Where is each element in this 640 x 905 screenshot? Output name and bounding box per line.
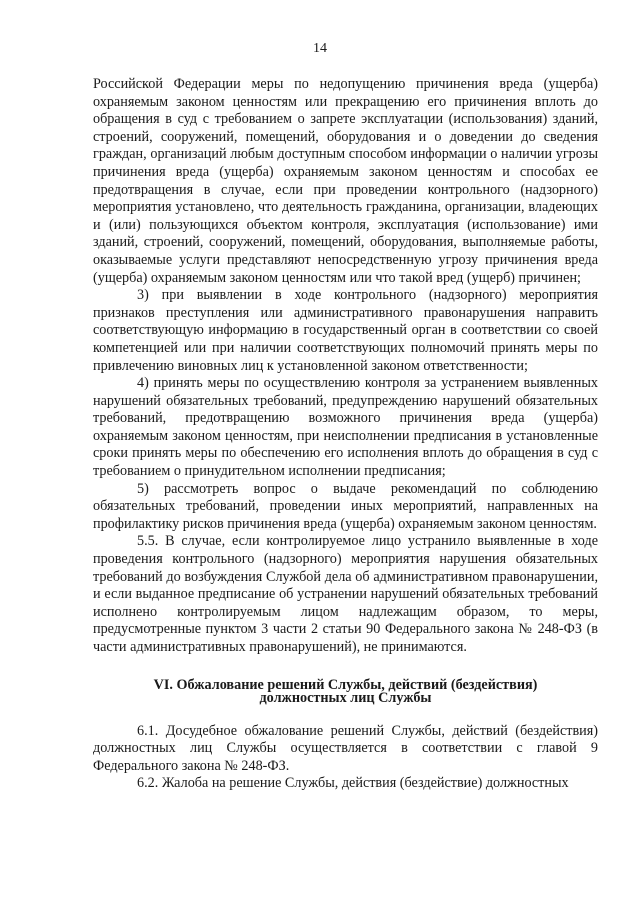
paragraph-6-1: 6.1. Досудебное обжалование решений Службы, действий (бездействия) должностных лиц Службы осуществляется в соответствии с главой 9 Федерального закона № 248-ФЗ. bbox=[93, 722, 598, 774]
section-heading-line-1: VI. Обжалование решений Службы, действий (бездействия) bbox=[153, 676, 538, 693]
paragraph-6-2: 6.2. Жалоба на решение Службы, действия (бездействие) должностных bbox=[137, 775, 569, 792]
section-heading-line-2: должностных лиц Службы bbox=[259, 690, 432, 707]
paragraph-item-3: 3) при выявлении в ходе контрольного (надзорного) мероприятия признаков преступления или административного правонарушения направить соответствующую информацию в государственный орган в соответствии со своей компетенцией или при наличии соответствующих полномочий принять меры по привлечению виновных лиц к установленной законом ответственности; bbox=[93, 287, 598, 374]
page-number: 14 bbox=[313, 41, 327, 56]
document-body bbox=[93, 76, 598, 793]
paragraph-continuation: Российской Федерации меры по недопущению причинения вреда (ущерба) охраняемым законом ценностям или прекращению его причинения вплоть до обращения в суд с требованием о запрете эксплуатации (использования) зданий, строений, сооружений, помещений, оборудования и о доведении до сведения граждан, организаций любым доступным способом информации о наличии угрозы причинения вреда (ущерба) охраняемым законом ценностям и способах ее предотвращения в случае, если при проведении контрольного (надзорного) мероприятия установлено, что деятельность гражданина, организации, владеющих и (или) пользующихся объектом контроля, эксплуатация (использование) ими зданий, строений, сооружений, помещений, оборудования, выполняемые работы, оказываемые услуги представляют непосредственную угрозу причинения вреда (ущерба) охраняемым законом ценностям или что такой вред (ущерб) причинен; bbox=[93, 76, 598, 286]
paragraph-5-5: 5.5. В случае, если контролируемое лицо устранило выявленные в ходе проведения контрольного (надзорного) мероприятия нарушения обязательных требований до возбуждения Службой дела об административном правонарушении, и если выданное предписание об устранении нарушений обязательных требований исполнено контролируемым лицом надлежащим образом, то меры, предусмотренные пунктом 3 части 2 статьи 90 Федерального закона № 248-ФЗ (в части административных правонарушений), не принимаются. bbox=[93, 533, 598, 655]
section-heading bbox=[93, 676, 598, 707]
paragraph-item-4: 4) принять меры по осуществлению контроля за устранением выявленных нарушений обязательных требований, предупреждению нарушений обязательных требований, предотвращению возможного причинения вреда (ущерба) охраняемым законом ценностям, при неисполнении предписания в установленные сроки принять меры по обеспечению его исполнения вплоть до обращения в суд с требованием о принудительном исполнении предписания; bbox=[93, 375, 598, 480]
paragraph-item-5: 5) рассмотреть вопрос о выдаче рекомендаций по соблюдению обязательных требований, проведении иных мероприятий, направленных на профилактику рисков причинения вреда (ущерба) охраняемым законом ценностям. bbox=[93, 480, 598, 532]
